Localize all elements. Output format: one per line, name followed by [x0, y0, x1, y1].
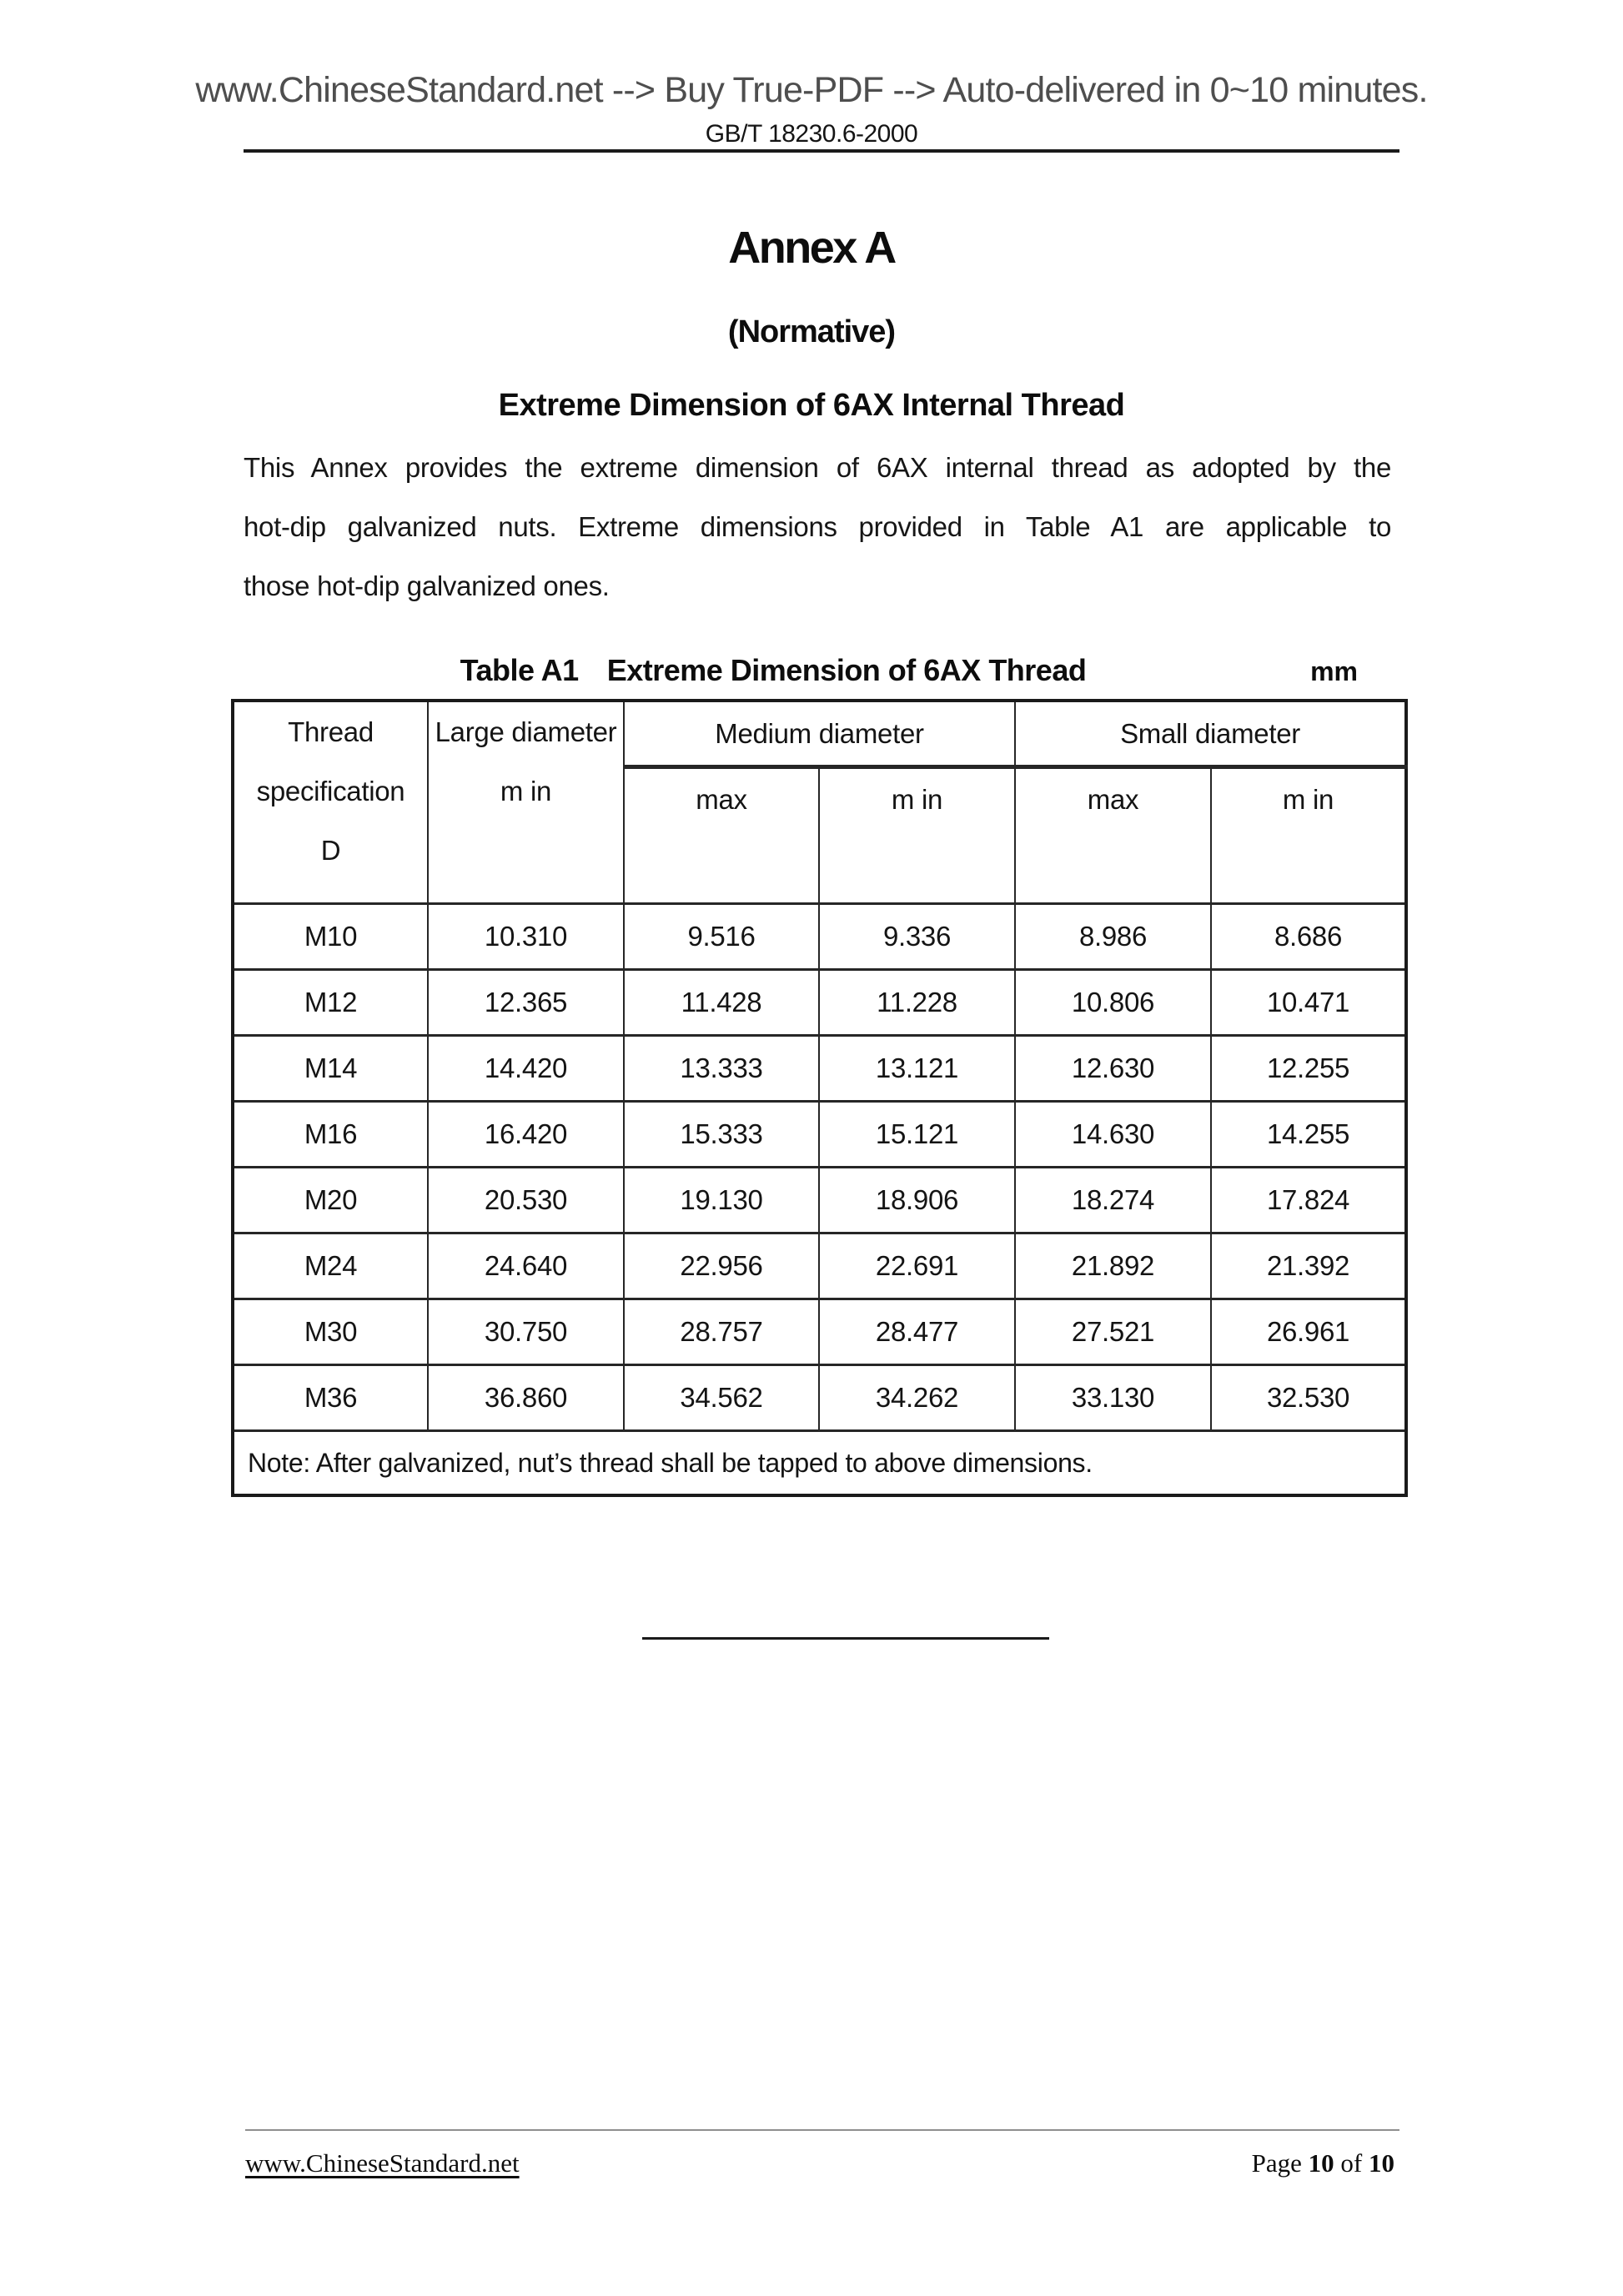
table-row-m16 [233, 1102, 1406, 1168]
large-min-cell: 16.420 [428, 1102, 624, 1168]
thread-spec-cell: M10 [233, 904, 428, 970]
table-note-row [233, 1431, 1406, 1496]
header-medium-max: max [624, 767, 819, 904]
small-min-cell: 12.255 [1211, 1036, 1406, 1102]
header-specification-line: specification [256, 776, 405, 806]
small-max-cell: 12.630 [1015, 1036, 1211, 1102]
small-min-cell: 17.824 [1211, 1168, 1406, 1233]
header-rule [244, 149, 1399, 153]
header-small-max: max [1015, 767, 1211, 904]
header-thread-line: Thread [288, 716, 374, 747]
paragraph-line-2: hot-dip galvanized nuts. Extreme dimensions provided in Table A1 are applicable to [244, 511, 1391, 542]
table-row-m20 [233, 1168, 1406, 1233]
thread-spec-cell: M36 [233, 1365, 428, 1431]
footer-of-word: of [1340, 2148, 1363, 2178]
medium-min-cell: 13.121 [819, 1036, 1015, 1102]
large-min-cell: 14.420 [428, 1036, 624, 1102]
small-max-cell: 27.521 [1015, 1299, 1211, 1365]
medium-min-cell: 18.906 [819, 1168, 1015, 1233]
footer-page-indicator [1252, 2148, 1394, 2178]
end-of-document-divider [642, 1637, 1049, 1640]
medium-max-cell: 28.757 [624, 1299, 819, 1365]
medium-min-cell: 11.228 [819, 970, 1015, 1036]
small-min-cell: 14.255 [1211, 1102, 1406, 1168]
thread-spec-cell: M20 [233, 1168, 428, 1233]
footer-page-current: 10 [1308, 2148, 1334, 2178]
small-min-cell: 32.530 [1211, 1365, 1406, 1431]
paragraph-line-1: This Annex provides the extreme dimension of 6AX internal thread as adopted by the [244, 452, 1391, 483]
medium-min-cell: 34.262 [819, 1365, 1015, 1431]
thread-spec-cell: M24 [233, 1233, 428, 1299]
header-medium-diameter-group: Medium diameter [624, 701, 1015, 767]
large-min-cell: 30.750 [428, 1299, 624, 1365]
table-note: Note: After galvanized, nut’s thread shall be tapped to above dimensions. [233, 1431, 1406, 1496]
large-min-cell: 12.365 [428, 970, 624, 1036]
thread-spec-cell: M16 [233, 1102, 428, 1168]
medium-min-cell: 22.691 [819, 1233, 1015, 1299]
small-min-cell: 10.471 [1211, 970, 1406, 1036]
footer [245, 2148, 1394, 2178]
medium-max-cell: 13.333 [624, 1036, 819, 1102]
header-large-diameter-line: Large diameter [435, 716, 617, 747]
header-large-diameter [428, 701, 624, 904]
table-unit-label: mm [1310, 656, 1358, 686]
small-min-cell: 8.686 [1211, 904, 1406, 970]
table-header-row-1 [233, 701, 1406, 767]
small-max-cell: 14.630 [1015, 1102, 1211, 1168]
dimension-table [231, 699, 1408, 1497]
table-row-m12 [233, 970, 1406, 1036]
thread-spec-cell: M14 [233, 1036, 428, 1102]
medium-min-cell: 15.121 [819, 1102, 1015, 1168]
medium-max-cell: 19.130 [624, 1168, 819, 1233]
medium-max-cell: 11.428 [624, 970, 819, 1036]
header-d-line: D [320, 835, 341, 866]
thread-spec-cell: M12 [233, 970, 428, 1036]
header-promo-text: www.ChineseStandard.net --> Buy True-PDF --> Auto-delivered in 0~10 minutes. [195, 70, 1428, 110]
small-max-cell: 33.130 [1015, 1365, 1211, 1431]
thread-spec-cell: M30 [233, 1299, 428, 1365]
large-min-cell: 24.640 [428, 1233, 624, 1299]
table-caption-text: Extreme Dimension of 6AX Thread [606, 653, 1087, 687]
table-row-m36 [233, 1365, 1406, 1431]
small-max-cell: 21.892 [1015, 1233, 1211, 1299]
footer-page-total: 10 [1369, 2148, 1394, 2178]
header-small-min: m in [1211, 767, 1406, 904]
medium-min-cell: 28.477 [819, 1299, 1015, 1365]
table-row-m24 [233, 1233, 1406, 1299]
paragraph-line-3: those hot-dip galvanized ones. [244, 570, 610, 601]
footer-page-word: Page [1251, 2148, 1302, 2178]
large-min-cell: 10.310 [428, 904, 624, 970]
small-max-cell: 8.986 [1015, 904, 1211, 970]
small-max-cell: 10.806 [1015, 970, 1211, 1036]
header-medium-min: m in [819, 767, 1015, 904]
table-caption-number: Table A1 [460, 653, 579, 687]
large-min-cell: 20.530 [428, 1168, 624, 1233]
header-thread-specification [233, 701, 428, 904]
table-caption-row [244, 651, 1391, 690]
medium-min-cell: 9.336 [819, 904, 1015, 970]
large-min-cell: 36.860 [428, 1365, 624, 1431]
annex-heading: Extreme Dimension of 6AX Internal Thread [498, 388, 1125, 423]
annex-title: Annex A [728, 223, 895, 273]
small-min-cell: 26.961 [1211, 1299, 1406, 1365]
table-row-m14 [233, 1036, 1406, 1102]
footer-rule [245, 2129, 1399, 2131]
doc-code-heading: GB/T 18230.6-2000 [705, 120, 918, 148]
small-max-cell: 18.274 [1015, 1168, 1211, 1233]
annex-normative-label: (Normative) [727, 314, 896, 349]
footer-site-link[interactable]: www.ChineseStandard.net [245, 2148, 520, 2178]
medium-max-cell: 34.562 [624, 1365, 819, 1431]
medium-max-cell: 22.956 [624, 1233, 819, 1299]
table-row-m10 [233, 904, 1406, 970]
header-large-min-line: m in [500, 776, 552, 806]
small-min-cell: 21.392 [1211, 1233, 1406, 1299]
medium-max-cell: 9.516 [624, 904, 819, 970]
intro-paragraph [244, 438, 1391, 615]
header-small-diameter-group: Small diameter [1015, 701, 1406, 767]
medium-max-cell: 15.333 [624, 1102, 819, 1168]
table-caption [460, 651, 1087, 690]
table-row-m30 [233, 1299, 1406, 1365]
